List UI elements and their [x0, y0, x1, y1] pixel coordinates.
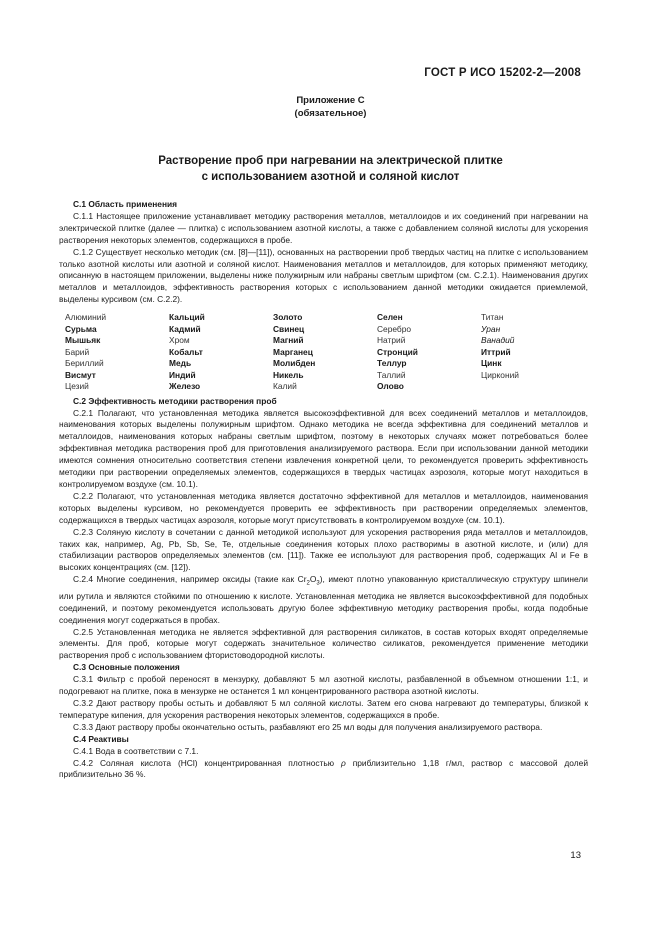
metal-name: Молибден: [273, 358, 316, 369]
metal-name: Сурьма: [65, 323, 97, 334]
metal-name: Хром: [169, 335, 190, 346]
document-code: ГОСТ Р ИСО 15202-2—2008: [424, 67, 581, 79]
paragraph-c2-4-part1: С.2.4 Многие соединения, например оксиды (такие как Cr: [73, 574, 307, 585]
metal-name: Медь: [169, 358, 192, 369]
paragraph-c2-4-part2: O: [309, 574, 317, 585]
metals-column: [65, 312, 169, 393]
metal-name: Бериллий: [65, 358, 104, 369]
metal-name: Кальций: [169, 312, 205, 323]
metals-column: [169, 312, 273, 393]
metal-name: Цирконий: [481, 369, 519, 380]
metals-column: [273, 312, 377, 393]
metal-name: Селен: [377, 312, 403, 323]
metal-name: Алюминий: [65, 312, 107, 323]
metal-name: Кобальт: [169, 346, 203, 357]
section-heading-c1: С.1 Область применения: [73, 199, 178, 209]
metal-name: Таллий: [377, 369, 406, 380]
metal-name: Теллур: [377, 358, 407, 369]
metal-name: Висмут: [65, 369, 96, 380]
metal-name: Уран: [481, 323, 501, 334]
metal-name: Серебро: [377, 323, 412, 334]
page-title-line1: Растворение проб при нагревании на электрической плитке: [158, 155, 503, 167]
metal-name: Кадмий: [169, 323, 201, 334]
subscript-2: 2: [306, 580, 310, 587]
paragraph-c1-1: С.1.1 Настоящее приложение устанавливает методику растворения металлов, металлоидов и их соединений при нагревании на электрической плитке (далее — плитка) с использованием азотной кислоты, а также с добавлением соляной кислоты для ускорения растворения некоторых элементов, содержащихся в пробе.: [59, 210, 588, 245]
page-number: 13: [570, 850, 581, 861]
paragraph-c2-2: С.2.2 Полагают, что установленная методика является достаточно эффективной для металлов и металлоидов, наименования которых выделены курсивом, но рекомендуется проверить ее эффективность при растворении определяемых элементов, содержащихся в твердых частицах аэрозоля, которые могут присутствовать в контролируемом воздухе (см. 10.1).: [59, 490, 588, 525]
paragraph-c2-3: С.2.3 Соляную кислоту в сочетании с данной методикой используют для ускорения растворения ряда металлов и металлоидов, таких как, например, Ag, Pb, Sb, Se, Te, отдельные соединения которых плохо растворимы в азотной кислоте, и (или) для стабилизации растворов определяемых элементов (см. [11]). Также ее используют для растворения проб, содержащих Al и Fe в высоких концентрациях (см. [12]).: [59, 526, 588, 573]
page-title-line2: с использованием азотной и соляной кислот: [201, 171, 460, 183]
paragraph-c3-2: С.3.2 Дают раствору пробы остыть и добавляют 5 мл соляной кислоты. Затем его снова нагревают до температуры, близкой к температуре кипения, для ускорения растворения некоторых элементов, содержащихся в пробе.: [59, 697, 588, 720]
metal-name: Титан: [481, 312, 504, 323]
rho-symbol: ρ: [341, 757, 346, 768]
metal-name: Барий: [65, 346, 90, 357]
paragraph-c2-5: С.2.5 Установленная методика не является эффективной для растворения силикатов, в состав которых входят определяемые элементы. Для проб, которые могут содержать значительное количество силикатов, рекомендуется применение методики растворения проб с использованием фтористоводородной кислоты.: [59, 626, 588, 661]
paragraph-c2-4-part3: ), имеют плотно упакованную кристаллическую структуру шпинели или рутила и являются стойкими по отношению к кислоте. Установленная методика не является высокоэффективной для подобных соединений, и поэтому рекомендуется использовать другую более эффективную методику растворения пробы, когда подобные соединения могут содержаться в пробах.: [59, 574, 588, 625]
paragraph-c4-2: [59, 758, 588, 782]
document-body: [59, 199, 588, 781]
section-heading-c4: С.4 Реактивы: [73, 733, 129, 744]
metal-name: Ванадий: [481, 335, 515, 346]
metal-name: Стронций: [377, 346, 418, 357]
section-heading-c3: С.3 Основные положения: [73, 662, 180, 673]
metal-name: Натрий: [377, 335, 406, 346]
paragraph-c1-2: С.1.2 Существует несколько методик (см. [8]—[11]), основанных на растворении проб твердых частиц на плитке с использованием только азотной кислоты или азотной и соляной кислот. Наименования металлов и металлоидов, для которых применяют методику, описанную в настоящем приложении, выделены ниже полужирным или набраны светлым шрифтом (см. С.2.1). Наименования других металлов и металлоидов, эффективность растворения которых с использованием данной методики ожидается приемлемой, выделены курсивом (см. С.2.2).: [59, 246, 588, 305]
appendix-label: Приложение С: [296, 95, 365, 106]
appendix-status: (обязательное): [294, 108, 367, 119]
metal-name: Цезий: [65, 381, 89, 392]
paragraph-c4-1: С.4.1 Вода в соответствии с 7.1.: [73, 745, 199, 756]
subscript-3: 3: [316, 580, 320, 587]
metals-column: [377, 312, 481, 393]
metal-name: Золото: [273, 312, 303, 323]
metals-column: [481, 312, 585, 393]
paragraph-c4-2-part2: приблизительно 1,18 г/мл, раствор с массовой долей приблизительно 36 %.: [59, 757, 589, 780]
section-heading-c2: С.2 Эффективность методики растворения проб: [73, 395, 277, 406]
metal-name: Марганец: [273, 346, 313, 357]
paragraph-c4-2-part1: С.4.2 Соляная кислота (HCl) концентрированная плотностью: [73, 757, 342, 768]
metal-name: Никель: [273, 369, 304, 380]
paragraph-c3-3: С.3.3 Дают раствору пробы окончательно остыть, разбавляют его 25 мл воды для получения анализируемого раствора.: [73, 721, 543, 732]
metal-name: Мышьяк: [65, 335, 101, 346]
metals-list: [65, 312, 588, 393]
paragraph-c2-1: С.2.1 Полагают, что установленная методика является высокоэффективной для всех соединений металлов и металлоидов, наименования которых выделены полужирным шрифтом. Однако методика не всегда эффективна для соединений металлов и металлоидов, наименования которых набраны светлым шрифтом, поэтому в некоторых случаях может потребоваться более эффективная методика растворения проб для приготовления анализируемого раствора. Если при использовании данной методики имеются сомнения относительно соответствия степени извлечения конкретной цели, то рекомендуется проверить эффективность методики при растворении определяемых элементов, содержащихся в твердых частицах аэрозоля, которые могут находиться в контролируемом воздухе (см. 10.1).: [59, 407, 588, 489]
metal-name: Иттрий: [481, 346, 511, 357]
metal-name: Индий: [169, 369, 196, 380]
paragraph-c3-1: С.3.1 Фильтр с пробой переносят в мензурку, добавляют 5 мл азотной кислоты, разбавленной в объемном отношении 1:1, и подогревают на плитке, пока в мензурке не останется 1 мл концентрированного раствора азотной кислоты.: [59, 674, 588, 697]
metal-name: Магний: [273, 335, 304, 346]
metal-name: Калий: [273, 381, 297, 392]
metal-name: Свинец: [273, 323, 305, 334]
metal-name: Железо: [169, 381, 201, 392]
metal-name: Олово: [377, 381, 404, 392]
paragraph-c2-4: [59, 574, 588, 626]
metal-name: Цинк: [481, 358, 502, 369]
